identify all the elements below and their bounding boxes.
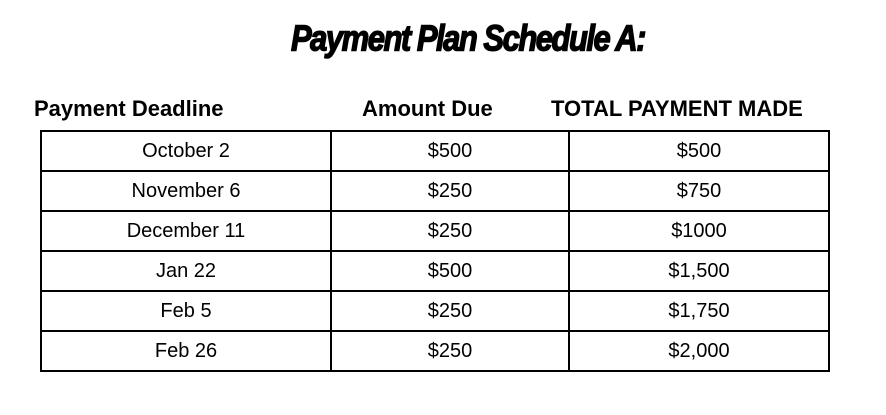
amount-due-cell: $250 bbox=[331, 331, 569, 371]
total-payment-cell: $1000 bbox=[569, 211, 829, 251]
deadline-cell: Feb 26 bbox=[41, 331, 331, 371]
amount-due-cell: $250 bbox=[331, 211, 569, 251]
payment-schedule-table bbox=[40, 130, 830, 372]
column-header-amount-due: Amount Due bbox=[362, 96, 493, 121]
total-payment-cell: $2,000 bbox=[569, 331, 829, 371]
total-payment-cell: $500 bbox=[569, 131, 829, 171]
table-row bbox=[41, 171, 829, 211]
column-header-total-payment-made: TOTAL PAYMENT MADE bbox=[551, 96, 803, 121]
table-row bbox=[41, 291, 829, 331]
schedule-title: Payment Plan Schedule A: bbox=[291, 17, 645, 59]
amount-due-cell: $250 bbox=[331, 291, 569, 331]
deadline-cell: December 11 bbox=[41, 211, 331, 251]
total-payment-cell: $750 bbox=[569, 171, 829, 211]
deadline-cell: November 6 bbox=[41, 171, 331, 211]
table-row bbox=[41, 251, 829, 291]
table-row bbox=[41, 211, 829, 251]
deadline-cell: October 2 bbox=[41, 131, 331, 171]
total-payment-cell: $1,750 bbox=[569, 291, 829, 331]
deadline-cell: Feb 5 bbox=[41, 291, 331, 331]
table-row bbox=[41, 331, 829, 371]
column-header-payment-deadline: Payment Deadline bbox=[34, 96, 224, 121]
amount-due-cell: $500 bbox=[331, 131, 569, 171]
table-row bbox=[41, 131, 829, 171]
amount-due-cell: $250 bbox=[331, 171, 569, 211]
amount-due-cell: $500 bbox=[331, 251, 569, 291]
total-payment-cell: $1,500 bbox=[569, 251, 829, 291]
deadline-cell: Jan 22 bbox=[41, 251, 331, 291]
